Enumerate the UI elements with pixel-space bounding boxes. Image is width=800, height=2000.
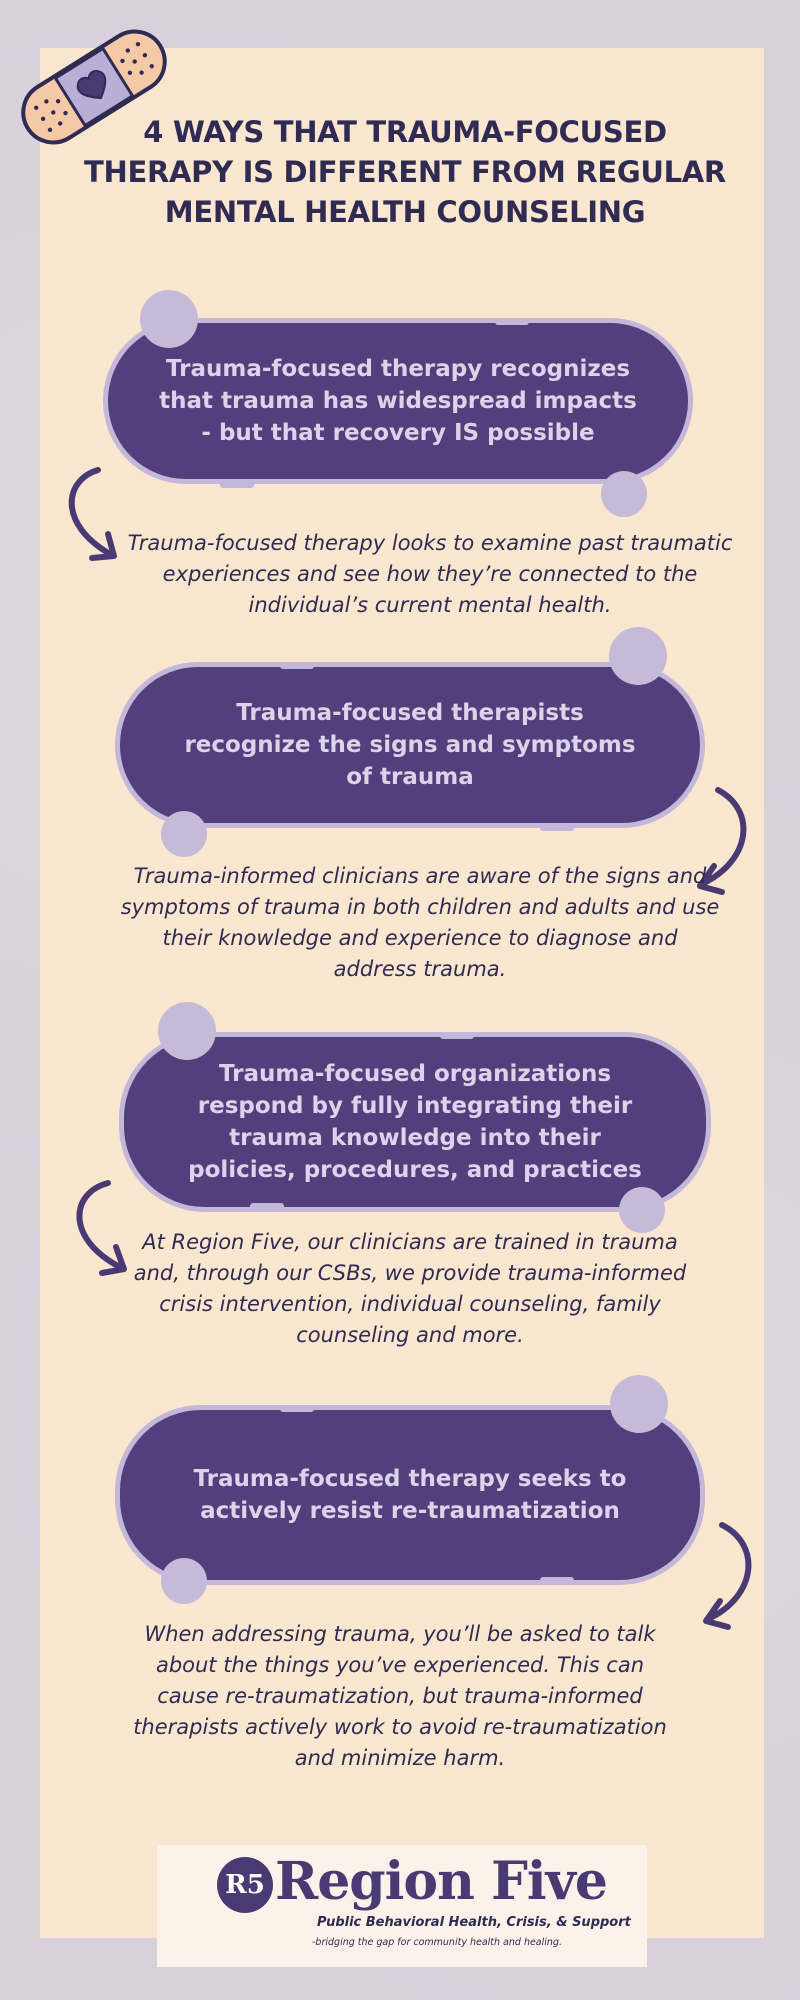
point-heading-2: Trauma-focused therapists recognize the signs and symptoms of trauma (184, 700, 636, 790)
decor-dot (158, 1002, 216, 1060)
decor-dot (609, 627, 667, 685)
decor-notch (280, 662, 314, 669)
decor-dot (610, 1375, 668, 1433)
point-heading-3: Trauma-focused organizations respond by fully integrating their trauma knowledge into their policies, procedures, and practices (188, 1061, 642, 1183)
decor-dot (140, 290, 198, 348)
point-card-1 (103, 318, 693, 484)
decor-notch (540, 1577, 574, 1584)
point-card-2 (115, 662, 705, 828)
logo-subtagline: -bridging the gap for community health and healing. (312, 1937, 562, 1948)
point-heading-1: Trauma-focused therapy recognizes that trauma has widespread impacts - but that recovery IS possible (159, 356, 637, 446)
curved-arrow-icon (686, 1515, 766, 1635)
decor-dot (161, 811, 207, 857)
decor-notch (495, 318, 529, 325)
decor-notch (540, 824, 574, 831)
point-description-2: Trauma-informed clinicians are aware of the signs and symptoms of trauma in both children and adults and use their knowledge and experience to diagnose and address trauma. (120, 864, 720, 981)
point-description-1: Trauma-focused therapy looks to examine past traumatic experiences and see how they’re connected to the individual’s current mental health. (127, 531, 733, 617)
decor-notch (440, 1032, 474, 1039)
logo-tagline: Public Behavioral Health, Crisis, & Support (317, 1915, 631, 1930)
curved-arrow-icon (60, 1175, 140, 1285)
decor-notch (220, 481, 254, 488)
decor-notch (280, 1405, 314, 1412)
point-description-3: At Region Five, our clinicians are trained in trauma and, through our CSBs, we provide trauma-informed crisis intervention, individual counseling, family counseling and more. (133, 1230, 687, 1347)
region-five-logo (157, 1845, 647, 1967)
logo-badge: R5 (217, 1857, 273, 1913)
point-card-3 (119, 1032, 711, 1212)
point-card-4 (115, 1405, 705, 1585)
point-description-4: When addressing trauma, you’ll be asked to talk about the things you’ve experienced. This can cause re-traumatization, but trauma-informed therapists actively work to avoid re-traumatization and minimize harm. (133, 1622, 667, 1770)
page-title: 4 WAYS THAT TRAUMA-FOCUSED THERAPY IS DIFFERENT FROM REGULAR MENTAL HEALTH COUNSELING (84, 115, 726, 229)
logo-name: Region Five (275, 1851, 607, 1912)
decor-dot (161, 1558, 207, 1604)
decor-notch (250, 1203, 284, 1210)
point-heading-4: Trauma-focused therapy seeks to actively resist re-traumatization (193, 1466, 627, 1524)
decor-dot (601, 471, 647, 517)
